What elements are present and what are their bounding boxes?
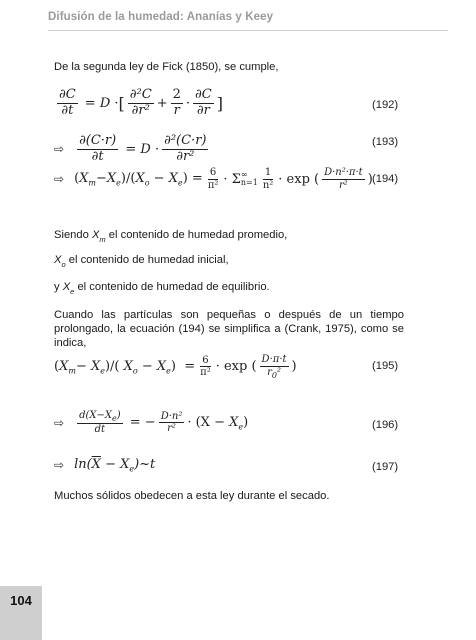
equation-number-196: (196) [372, 419, 399, 431]
equation-197: ⇨ $\ln(\overline{X}$ − $X_e)\sim t$ [54, 457, 156, 474]
simplification-paragraph: Cuando las partículas son pequeñas o después de un tiempo prolongado, la ecuación (194) se simplifica a (Crank, 1975), como se indica, [54, 309, 404, 349]
definition-xe: y $X_e$ el contenido de humedad de equilibrio. [54, 281, 270, 296]
closing-text: Muchos sólidos obedecen a esta ley durante el secado. [54, 490, 330, 502]
equation-194: ⇨ $(X_m-X_e)/(X_o - X_e)$ = $\frac{6}{\text{π²}}$ · Σ ∞ n=1 $\frac{1}{\text{n²}}$ · exp ( $\frac{\text{D·n²·π·t}}{\text{r²}}$ ) [54, 167, 373, 191]
equation-192: $\frac{\partial C}{\partial t}$ = D · [ $\frac{\text{∂²C}}{\text{∂r²}}$ + $\frac{2}{r}$ · $\frac{\partial C}{\partial r}$ ] [59, 87, 223, 118]
header-rule [48, 30, 448, 31]
page-number: 104 [10, 593, 32, 608]
definition-xo: $X_o$ el contenido de humedad inicial, [54, 254, 229, 269]
implies-arrow-icon: ⇨ [54, 172, 65, 186]
equation-number-194: (194) [372, 173, 399, 185]
equation-195: $(X_m- X_e)/$( $X_o - X_e$) = $\frac{6}{\text{π²}}$ · exp ( $\frac{D\cdot\pi\cdot t}{r_0^2}$ ) [54, 354, 297, 380]
implies-arrow-icon: ⇨ [54, 142, 65, 157]
equation-number-195: (195) [372, 360, 399, 372]
equation-number-197: (197) [372, 461, 399, 473]
equation-number-193: (193) [372, 136, 399, 148]
implies-arrow-icon: ⇨ [54, 458, 65, 473]
implies-arrow-icon: ⇨ [54, 415, 65, 430]
intro-text: De la segunda ley de Fick (1850), se cumple, [54, 61, 279, 73]
running-header: Difusión de la humedad: Ananías y Keey [48, 11, 274, 23]
equation-196: ⇨ $\frac{d(X-X_e)}{dt}$ = − $\frac{\text{D·n²}}{\text{r²}}$ · $(X - X_e)$ [54, 410, 249, 436]
definition-xm: Siendo $X_m$ el contenido de humedad promedio, [54, 229, 288, 244]
equation-number-192: (192) [372, 99, 399, 111]
equation-193: ⇨ $\frac{\partial(C\cdot r)}{\partial t}$ = D · $\frac{\text{∂²(C·r)}}{\text{∂r²}}$ [54, 133, 207, 164]
